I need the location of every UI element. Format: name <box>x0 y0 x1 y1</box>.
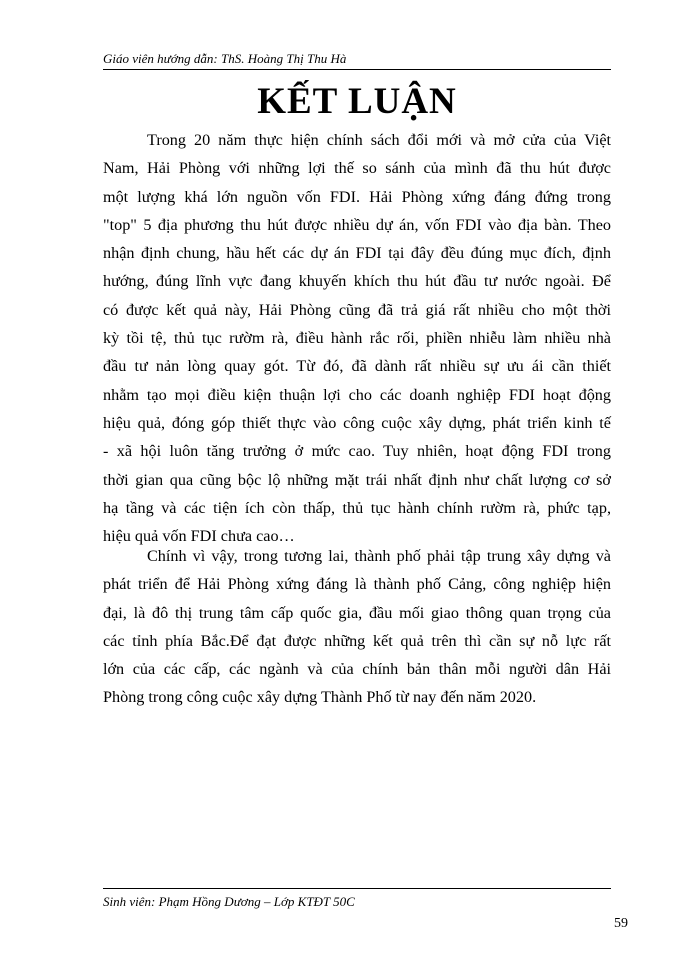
page-number: 59 <box>614 916 628 931</box>
page-header-supervisor: Giáo viên hướng dẫn: ThS. Hoàng Thị Thu Hà <box>103 51 347 66</box>
page-title: KẾT LUẬN <box>257 81 457 122</box>
conclusion-paragraph-1 <box>103 126 611 550</box>
paragraph-line: - xã hội luôn tăng trưởng ở mức cao. Tuy nhiên, hoạt động FDI trong <box>103 442 611 461</box>
header-divider <box>103 69 611 70</box>
paragraph-line: hiệu quả vốn FDI chưa cao… <box>103 527 295 546</box>
paragraph-line: một lượng khá lớn nguồn vốn FDI. Hải Phòng xứng đáng đứng trong <box>103 187 611 206</box>
paragraph-line: Phòng trong công cuộc xây dựng Thành Phố từ nay đến năm 2020. <box>103 688 537 707</box>
paragraph-line: Trong 20 năm thực hiện chính sách đổi mới và mở cửa của Việt <box>147 131 611 149</box>
paragraph-line: hiệu quả, đóng góp thiết thực vào công cuộc xây dựng, phát triển kinh tế <box>103 413 611 432</box>
paragraph-line: kỳ tồi tệ, thủ tục rườm rà, điều hành rắc rối, phiền nhiễu làm nhiều nhà <box>103 329 611 348</box>
paragraph-line: nhận định chung, hầu hết các dự án FDI tại đây đều đúng mục đích, định <box>103 244 611 263</box>
paragraph-line: thời gian qua cũng bộc lộ những mặt trái nhất định như chất lượng cơ sở <box>103 470 611 489</box>
paragraph-line: Nam, Hải Phòng với những lợi thế so sánh của mình đã thu hút được <box>103 159 611 178</box>
footer-divider <box>103 888 611 889</box>
paragraph-line: hướng, đúng lĩnh vực đang khuyến khích thu hút đầu tư nước ngoài. Để <box>103 272 611 291</box>
page-footer-student: Sinh viên: Phạm Hồng Dương – Lớp KTĐT 50C <box>103 894 355 909</box>
paragraph-line: Chính vì vậy, trong tương lai, thành phố phải tập trung xây dựng và <box>147 547 611 565</box>
paragraph-line: đầu tư nản lòng quay gót. Từ đó, đã dành rất nhiều sự ưu ái cần thiết <box>103 357 611 376</box>
paragraph-line: phát triển để Hải Phòng xứng đáng là thành phố Cảng, công nghiệp hiện <box>103 575 611 594</box>
paragraph-line: lớn của các cấp, các ngành và của chính bản thân mỗi người dân Hải <box>103 660 611 679</box>
conclusion-paragraph-2 <box>103 542 611 712</box>
paragraph-line: nhằm tạo mọi điều kiện thuận lợi cho các doanh nghiệp FDI hoạt động <box>103 385 611 404</box>
paragraph-line: "top" 5 địa phương thu hút được nhiều dự án, vốn FDI vào địa bàn. Theo <box>103 215 611 234</box>
paragraph-line: có được kết quả này, Hải Phòng cũng đã trả giá rất nhiều cho một thời <box>103 300 611 319</box>
paragraph-line: đại, là đô thị trung tâm cấp quốc gia, đầu mối giao thông quan trọng của <box>103 603 611 622</box>
paragraph-line: các tỉnh phía Bắc.Để đạt được những kết quả trên thì cần sự nỗ lực rất <box>103 631 611 650</box>
paragraph-line: hạ tầng và các tiện ích còn thấp, thủ tục hành chính rườm rà, phức tạp, <box>103 498 611 517</box>
